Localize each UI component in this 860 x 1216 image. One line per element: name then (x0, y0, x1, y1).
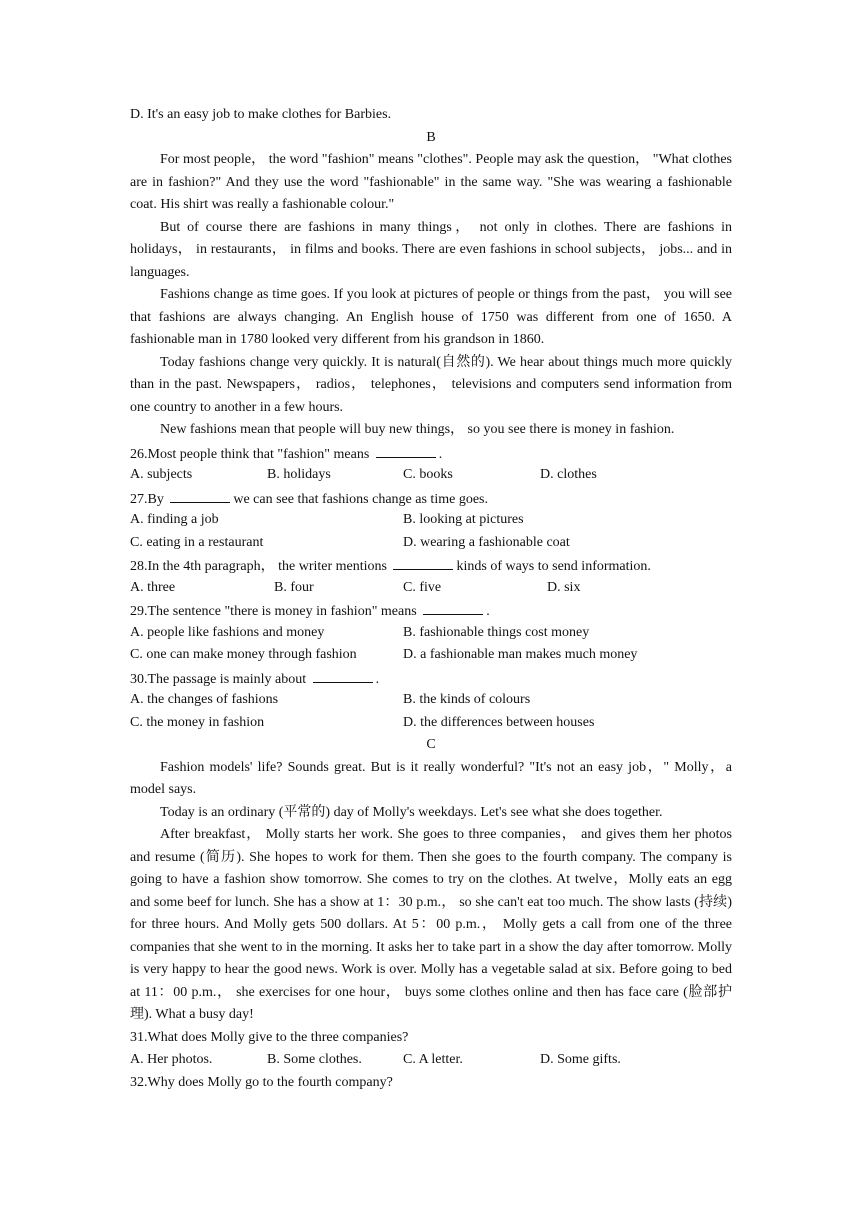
passage-paragraph: But of course there are fashions in many things， not only in clothes. There are fashions in holidays， in restaurants， in films and books. There are even fashions in school subjects， jobs... and in languages. (130, 219, 732, 280)
document-page (130, 104, 732, 1094)
option-b: B. four (274, 579, 314, 595)
option-a: A. finding a job (130, 512, 219, 527)
option-a: A. Her photos. (130, 1052, 213, 1067)
section-c-passage (130, 757, 732, 1027)
option-c: C. A letter. (403, 1052, 463, 1067)
question-26: 26.Most people think that "fashion" means . (130, 442, 732, 465)
passage-paragraph: After breakfast， Molly starts her work. She goes to three companies， and gives them her photos and resume (简历). She hopes to work for them. Then she goes to the fourth company. The company is going to have a fashion show tomorrow. She comes to try on the clothes. At twelve，Molly eats an egg and some beef for lunch. She has a show at 1：30 p.m.， so she can't eat too much. The show lasts (持续) for three hours. And Molly gets 500 dollars. At 5：00 p.m.， Molly gets a call from one of the three companies that she went to in the morning. It asks her to take part in a show the day after tomorrow. Molly is very happy to hear the good news. Work is over. Molly has a vegetable salad at six. Before going to bed at 11：00 p.m.， she exercises for one hour， buys some clothes online and then has face care (脸部护理). What a busy day! (130, 827, 732, 1022)
question-30-options-cd (130, 712, 732, 735)
option-a: A. people like fashions and money (130, 624, 325, 640)
answer-blank (313, 667, 373, 683)
question-27-options-cd (130, 532, 732, 555)
option-d: D. a fashionable man makes much money (403, 647, 638, 662)
option-a: A. the changes of fashions (130, 692, 279, 707)
question-30: 30.The passage is mainly about . (130, 667, 732, 690)
answer-blank (170, 487, 230, 503)
option-d: D. wearing a fashionable coat (403, 534, 570, 550)
answer-blank (376, 442, 436, 458)
option-a: A. three (130, 579, 176, 595)
option-c: C. books (403, 467, 453, 482)
question-29-options-cd (130, 644, 732, 667)
question-28-options (130, 577, 732, 600)
answer-blank (423, 599, 483, 615)
option-b: B. Some clothes. (267, 1052, 362, 1067)
section-b-heading: B (426, 129, 436, 145)
question-31-options (130, 1049, 732, 1072)
option-d-previous: D. It's an easy job to make clothes for Barbies. (130, 107, 392, 122)
question-32: 32.Why does Molly go to the fourth company? (130, 1074, 393, 1090)
option-d: D. six (547, 579, 581, 595)
option-d: D. clothes (540, 467, 597, 482)
option-d: D. the differences between houses (403, 714, 595, 730)
question-30-options-ab (130, 689, 732, 712)
question-26-options (130, 464, 732, 487)
option-c: C. the money in fashion (130, 714, 265, 730)
section-b-passage (130, 149, 732, 442)
answer-blank (393, 554, 453, 570)
question-29-options-ab (130, 622, 732, 645)
passage-paragraph: Today is an ordinary (平常的) day of Molly's weekdays. Let's see what she does together. (160, 804, 663, 820)
passage-paragraph: New fashions mean that people will buy new things， so you see there is money in fashion. (160, 422, 675, 437)
passage-paragraph: Fashions change as time goes. If you look at pictures of people or things from the past， you will see that fashions are always changing. An English house of 1750 was different from one of 1650. A fashionable man in 1780 looked very different from his grandson in 1860. (130, 287, 732, 347)
option-c: C. eating in a restaurant (130, 534, 264, 550)
option-b: B. holidays (267, 467, 331, 482)
question-28: 28.In the 4th paragraph， the writer mentions kinds of ways to send information. (130, 554, 732, 577)
passage-paragraph: Fashion models' life? Sounds great. But is it really wonderful? "It's not an easy job，" Molly，a model says. (130, 759, 732, 797)
option-d: D. Some gifts. (540, 1052, 621, 1067)
passage-paragraph: Today fashions change very quickly. It is natural(自然的). We hear about things much more quickly than in the past. Newspapers， radios， telephones， televisions and computers send information from one country to another in a few hours. (130, 354, 732, 415)
question-31: 31.What does Molly give to the three companies? (130, 1029, 409, 1045)
question-29: 29.The sentence "there is money in fashion" means . (130, 599, 732, 622)
section-c-heading: C (426, 737, 436, 752)
option-b: B. looking at pictures (403, 512, 524, 527)
option-b: B. fashionable things cost money (403, 624, 590, 640)
passage-paragraph: For most people， the word "fashion" means "clothes". People may ask the question， "What clothes are in fashion?" And they use the word "fashionable" in the same way. "She was wearing a fashionable coat. His shirt was really a fashionable colour." (130, 152, 732, 212)
question-27: 27.By we can see that fashions change as time goes. (130, 487, 732, 510)
option-a: A. subjects (130, 467, 193, 482)
option-b: B. the kinds of colours (403, 692, 531, 707)
option-c: C. one can make money through fashion (130, 647, 357, 662)
option-c: C. five (403, 579, 442, 595)
question-27-options-ab (130, 509, 732, 532)
